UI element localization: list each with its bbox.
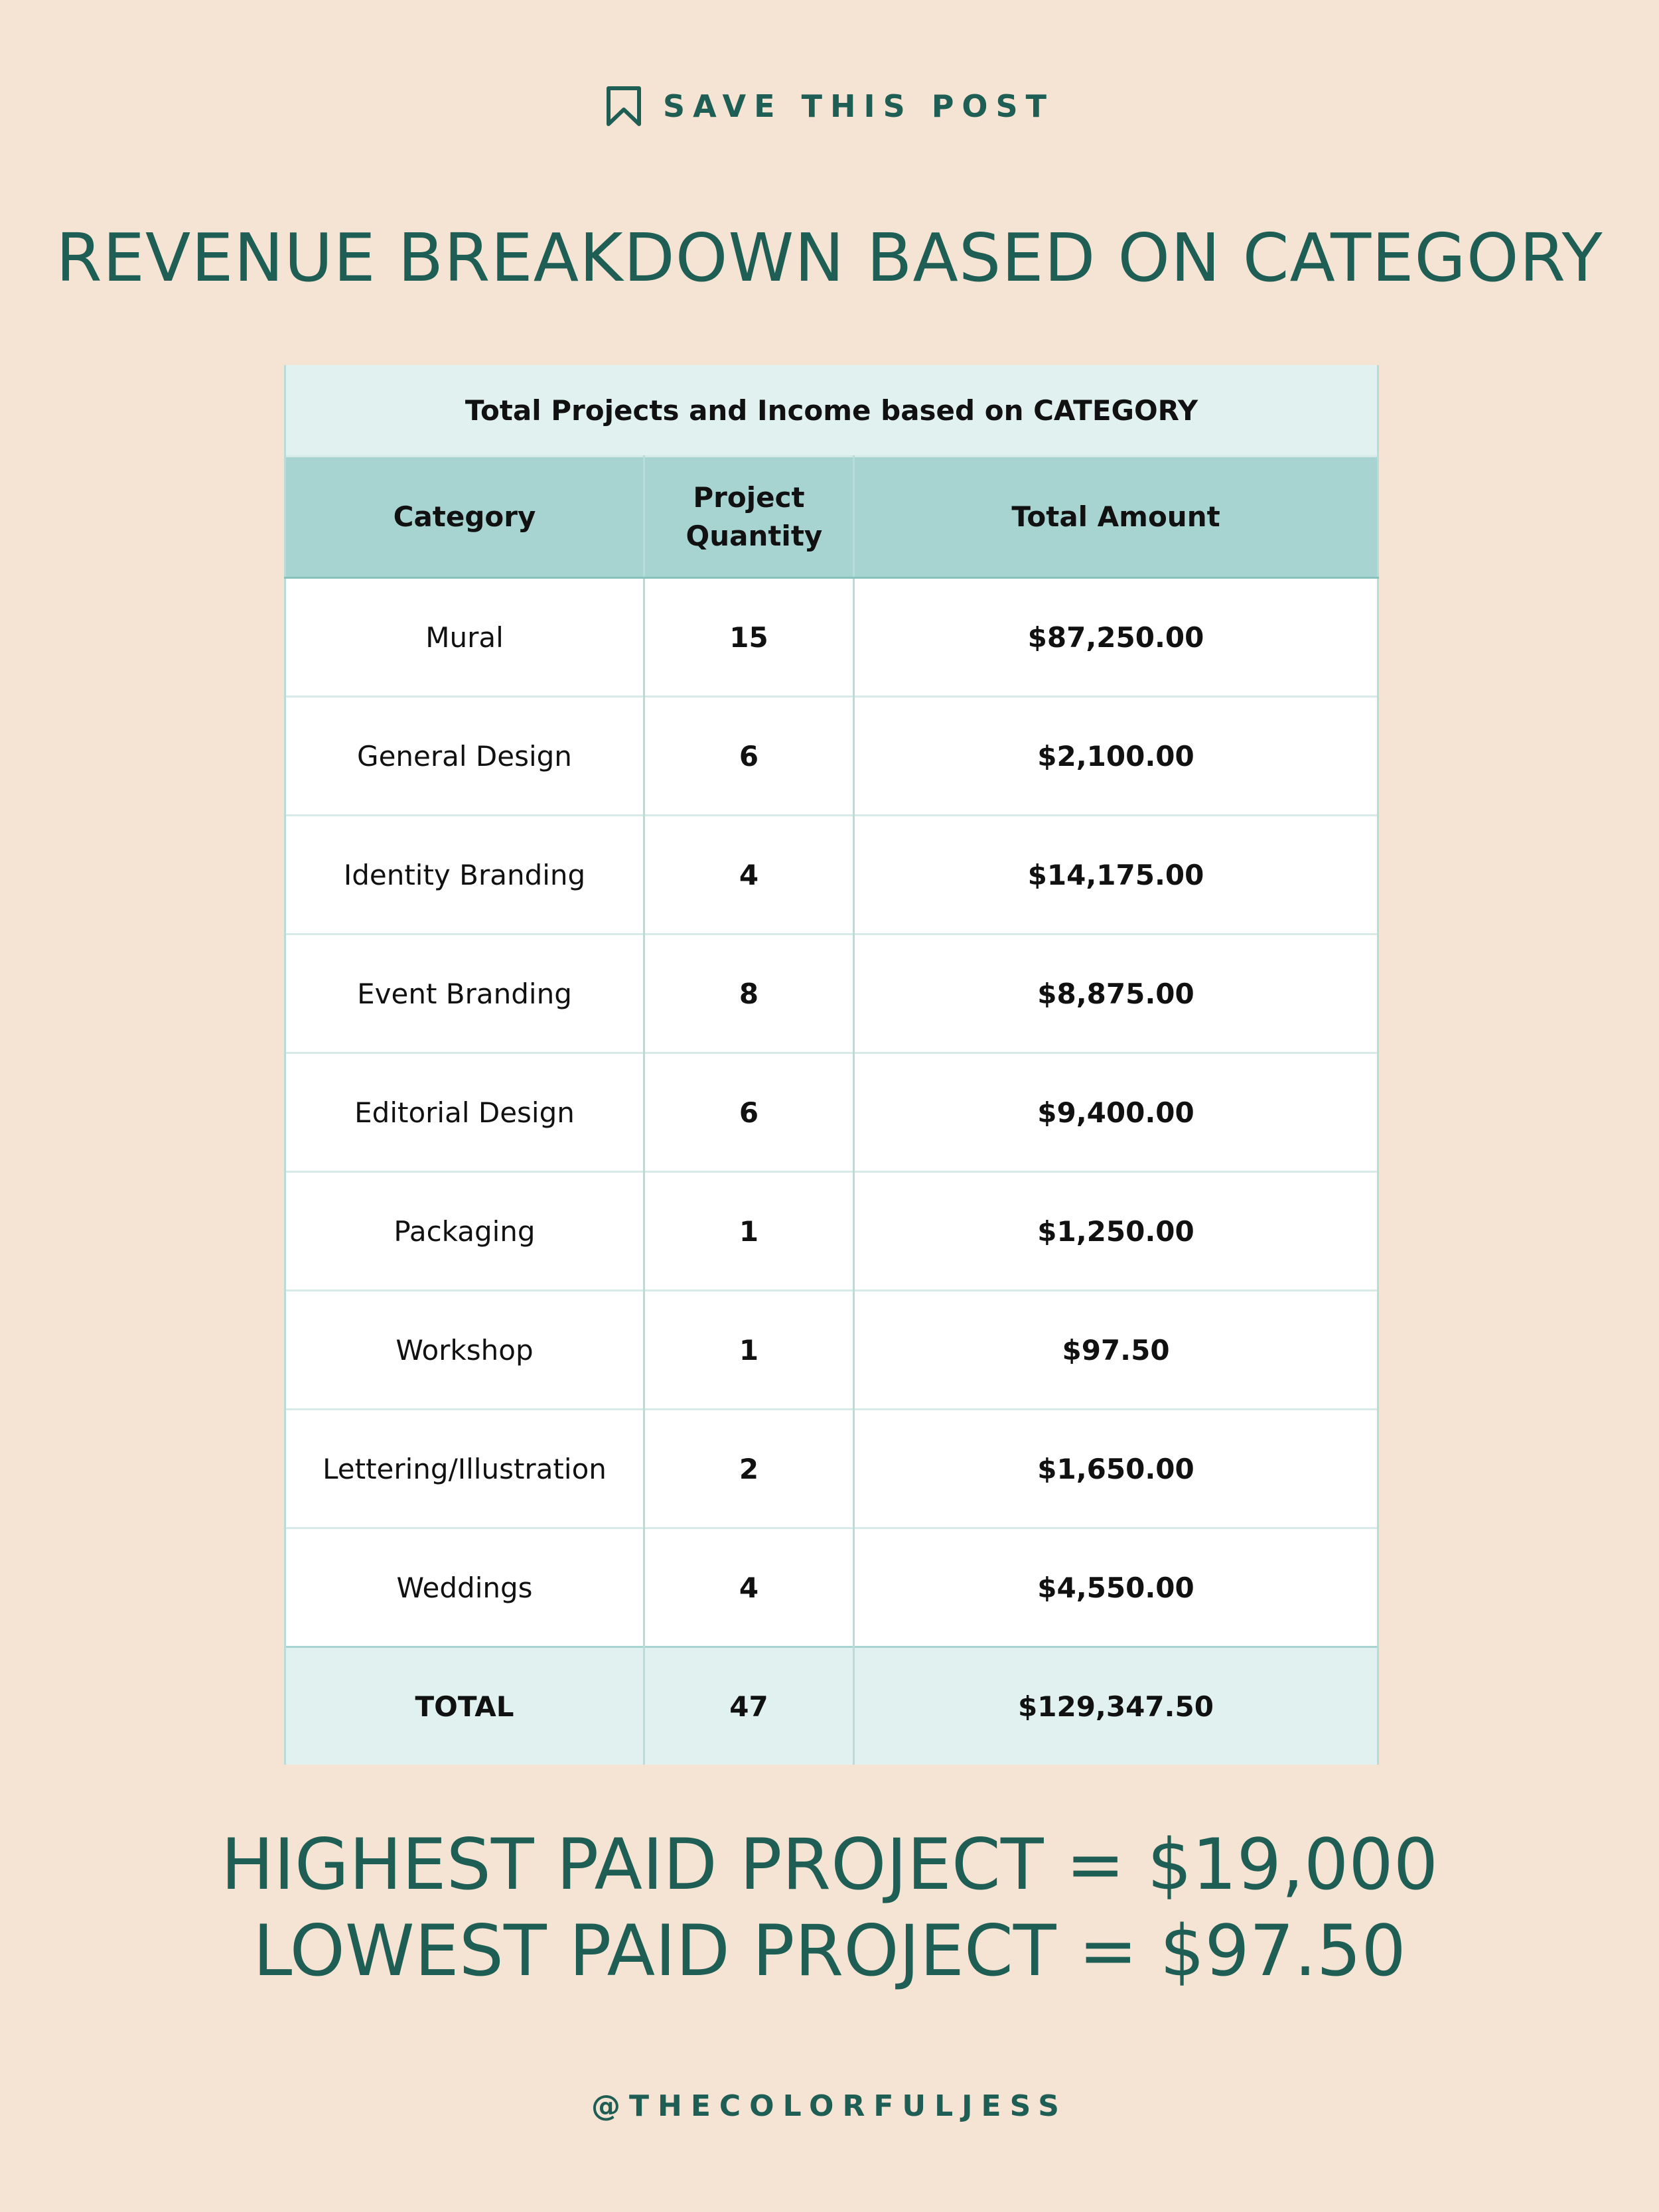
quantity-cell: 1 [644, 1291, 854, 1410]
amount-cell: $1,650.00 [854, 1410, 1378, 1528]
save-post-button[interactable] [0, 80, 1659, 133]
table-header-row [285, 457, 1378, 578]
amount-cell: $8,875.00 [854, 934, 1378, 1053]
quantity-cell: 15 [644, 578, 854, 697]
table-row [285, 1053, 1378, 1172]
column-header-quantity-text: Project Quantity [685, 481, 823, 552]
table-row [285, 1410, 1378, 1528]
amount-cell: $4,550.00 [854, 1528, 1378, 1647]
quantity-cell: 4 [644, 816, 854, 934]
project-stats [0, 1822, 1659, 1994]
table-row [285, 816, 1378, 934]
bookmark-icon [605, 84, 643, 128]
revenue-table [284, 365, 1377, 1765]
quantity-cell: 8 [644, 934, 854, 1053]
total-amount: $129,347.50 [854, 1647, 1378, 1765]
column-header-quantity [644, 457, 854, 578]
quantity-cell: 1 [644, 1172, 854, 1291]
footer-handle: @THECOLORFULJESS [591, 2089, 1068, 2123]
table-total-row [285, 1647, 1378, 1765]
quantity-cell: 4 [644, 1528, 854, 1647]
amount-cell: $2,100.00 [854, 697, 1378, 816]
quantity-cell: 6 [644, 697, 854, 816]
lowest-paid-project: LOWEST PAID PROJECT = $97.50 [253, 1910, 1406, 1992]
total-quantity: 47 [644, 1647, 854, 1765]
quantity-cell: 2 [644, 1410, 854, 1528]
table-row [285, 1172, 1378, 1291]
column-header-amount: Total Amount [854, 457, 1378, 578]
page-title: REVENUE BREAKDOWN BASED ON CATEGORY [56, 219, 1603, 297]
revenue-table-grid [284, 365, 1379, 1765]
category-cell: Event Branding [285, 934, 644, 1053]
category-cell: Identity Branding [285, 816, 644, 934]
amount-cell: $14,175.00 [854, 816, 1378, 934]
amount-cell: $1,250.00 [854, 1172, 1378, 1291]
amount-cell: $9,400.00 [854, 1053, 1378, 1172]
category-cell: Editorial Design [285, 1053, 644, 1172]
table-caption: Total Projects and Income based on CATEGORY [285, 365, 1378, 457]
table-row [285, 697, 1378, 816]
save-post-label: SAVE THIS POST [662, 88, 1055, 124]
highest-paid-project: HIGHEST PAID PROJECT = $19,000 [220, 1824, 1439, 1905]
total-label: TOTAL [285, 1647, 644, 1765]
category-cell: Workshop [285, 1291, 644, 1410]
table-row [285, 934, 1378, 1053]
category-cell: Packaging [285, 1172, 644, 1291]
table-row [285, 578, 1378, 697]
table-caption-row [285, 365, 1378, 457]
amount-cell: $87,250.00 [854, 578, 1378, 697]
quantity-cell: 6 [644, 1053, 854, 1172]
category-cell: Weddings [285, 1528, 644, 1647]
table-row [285, 1528, 1378, 1647]
amount-cell: $97.50 [854, 1291, 1378, 1410]
table-row [285, 1291, 1378, 1410]
category-cell: Mural [285, 578, 644, 697]
column-header-category: Category [285, 457, 644, 578]
table-body [285, 578, 1378, 1647]
category-cell: Lettering/Illustration [285, 1410, 644, 1528]
category-cell: General Design [285, 697, 644, 816]
